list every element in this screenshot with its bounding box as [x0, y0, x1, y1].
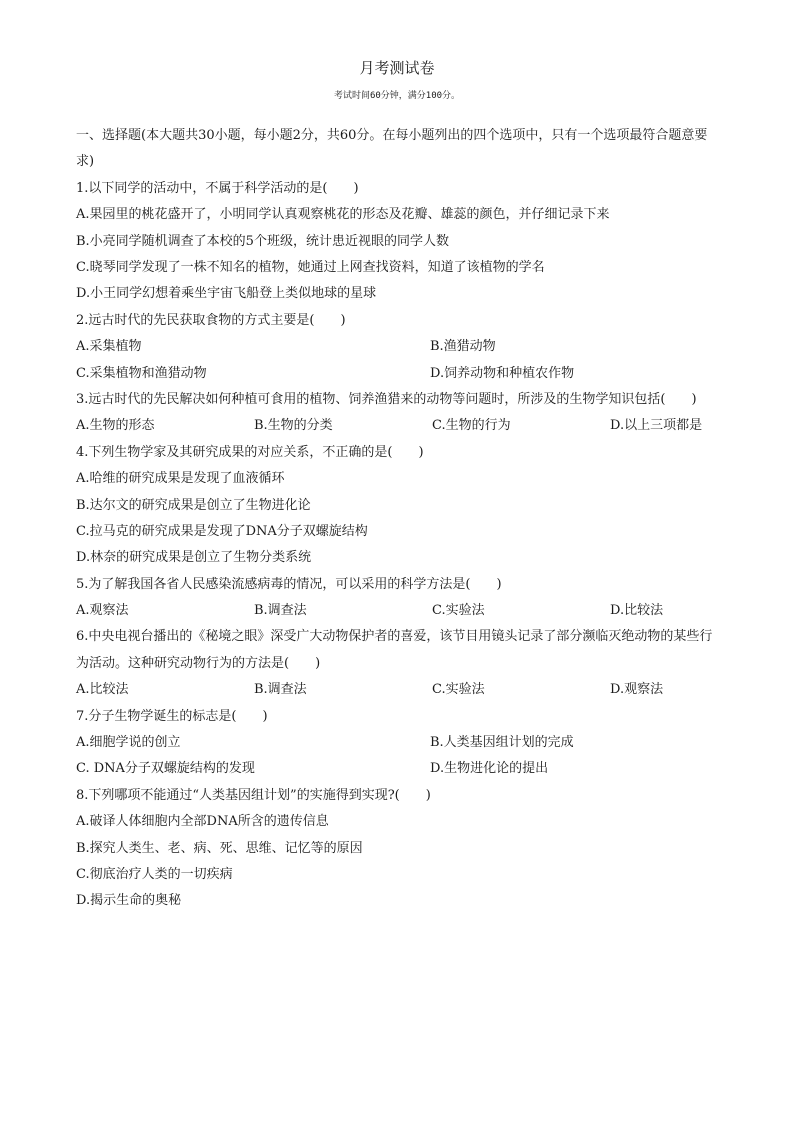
question-6-options-row: [76, 677, 716, 703]
question-6-stem: 6.中央电视台播出的《秘境之眼》深受广大动物保护者的喜爱，该节目用镜头记录了部分濒临灭绝动物的某些行为活动。这种研究动物行为的方法是( ): [76, 629, 713, 671]
question-1-stem: 1.以下同学的活动中，不属于科学活动的是( ): [76, 180, 359, 196]
question-8-stem: 8.下列哪项不能通过“人类基因组计划”的实施得到实现?( ): [76, 787, 431, 803]
question-4-option-c: C.拉马克的研究成果是发现了DNA分子双螺旋结构: [76, 523, 368, 539]
question-4-stem: 4.下列生物学家及其研究成果的对应关系，不正确的是( ): [76, 444, 424, 460]
question-2-options-row-1: [76, 334, 716, 360]
exam-title: 月考测试卷: [359, 59, 435, 77]
question-5-stem: 5.为了解我国各省人民感染流感病毒的情况，可以采用的科学方法是( ): [76, 576, 502, 592]
question-section: [76, 123, 716, 915]
question-2-stem: 2.远古时代的先民获取食物的方式主要是( ): [76, 312, 346, 328]
question-5-option-c: C.实验法: [432, 603, 485, 619]
question-2-option-b: B.渔猎动物: [430, 339, 496, 355]
question-4-option-d: D.林奈的研究成果是创立了生物分类系统: [76, 550, 312, 566]
question-6-option-c: C.实验法: [432, 682, 485, 698]
question-4-option-a: A.哈维的研究成果是发现了血液循环: [76, 471, 285, 487]
question-7-option-a: A.细胞学说的创立: [76, 735, 181, 751]
question-1-option-a: A.果园里的桃花盛开了，小明同学认真观察桃花的形态及花瓣、雄蕊的颜色，并仔细记录下来: [76, 207, 610, 223]
question-2-option-a: A.采集植物: [76, 339, 142, 355]
question-3-option-d: D.以上三项都是: [610, 418, 703, 434]
question-2-option-d: D.饲养动物和种植农作物: [430, 365, 575, 381]
question-7-option-c: C. DNA分子双螺旋结构的发现: [76, 761, 255, 777]
question-6-option-b: B.调查法: [254, 682, 307, 698]
question-8-option-b: B.探究人类生、老、病、死、思维、记忆等的原因: [76, 840, 363, 856]
question-1-option-d: D.小王同学幻想着乘坐宇宙飞船登上类似地球的星球: [76, 286, 377, 302]
question-6-option-d: D.观察法: [610, 682, 664, 698]
section-heading: 一、选择题(本大题共30小题，每小题2分，共60分。在每小题列出的四个选项中，只有一个选项最符合题意要求): [76, 128, 708, 170]
question-6-option-a: A.比较法: [76, 682, 129, 698]
question-4-option-b: B.达尔文的研究成果是创立了生物进化论: [76, 497, 311, 513]
exam-subtitle: 考试时间60分钟，满分100分。: [333, 91, 461, 101]
question-7-options-row-2: [76, 756, 716, 782]
question-3-option-b: B.生物的分类: [254, 418, 333, 434]
question-8-option-a: A.破译人体细胞内全部DNA所含的遗传信息: [76, 814, 329, 830]
question-7-option-d: D.生物进化论的提出: [430, 761, 549, 777]
question-5-options-row: [76, 598, 716, 624]
question-2-options-row-2: [76, 361, 716, 387]
question-8-option-d: D.揭示生命的奥秘: [76, 893, 182, 909]
question-3-option-a: A.生物的形态: [76, 418, 155, 434]
question-5-option-b: B.调查法: [254, 603, 307, 619]
question-5-option-a: A.观察法: [76, 603, 129, 619]
question-3-options-row: [76, 413, 716, 439]
question-2-option-c: C.采集植物和渔猎动物: [76, 365, 207, 381]
question-7-options-row-1: [76, 730, 716, 756]
question-3-stem: 3.远古时代的先民解决如何种植可食用的植物、饲养渔猎来的动物等问题时，所涉及的生物学知识包括( ): [76, 391, 697, 407]
question-7-option-b: B.人类基因组计划的完成: [430, 735, 574, 751]
question-1-option-b: B.小亮同学随机调查了本校的5个班级，统计患近视眼的同学人数: [76, 233, 449, 249]
question-7-stem: 7.分子生物学诞生的标志是( ): [76, 708, 268, 724]
question-8-option-c: C.彻底治疗人类的一切疾病: [76, 867, 233, 883]
question-1-option-c: C.晓琴同学发现了一株不知名的植物，她通过上网查找资料，知道了该植物的学名: [76, 259, 545, 275]
question-5-option-d: D.比较法: [610, 603, 664, 619]
question-3-option-c: C.生物的行为: [432, 418, 511, 434]
